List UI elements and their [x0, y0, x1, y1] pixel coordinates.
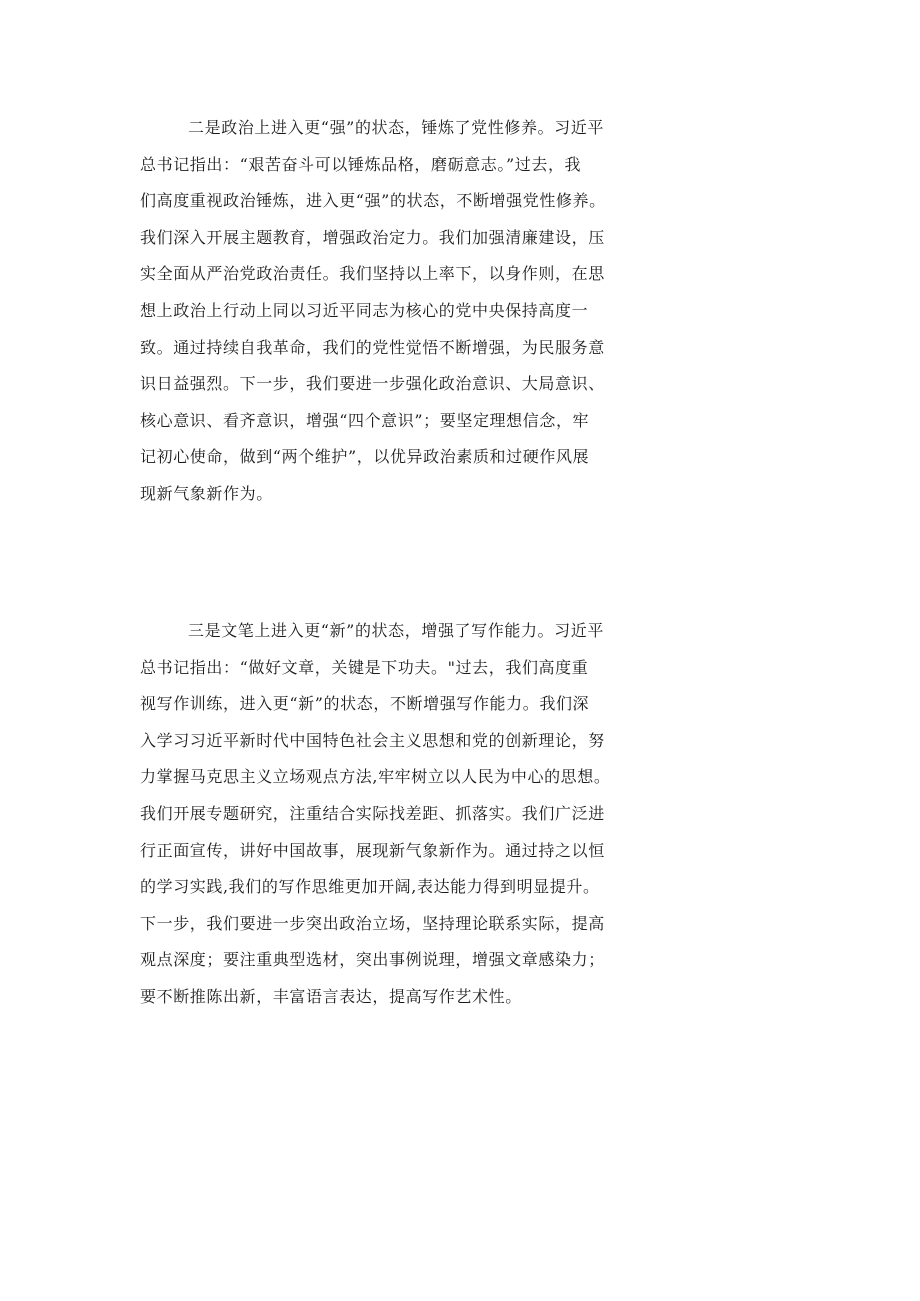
text-line: 视写作训练，进入更“新”的状态，不断增强写作能力。我们深 — [140, 694, 590, 714]
text-line: 的学习实践,我们的写作思维更加开阔,表达能力得到明显提升。 — [140, 877, 600, 897]
text-line: 想上政治上行动上同以习近平同志为核心的党中央保持高度一 — [140, 300, 589, 320]
text-line: 入学习习近平新时代中国特色社会主义思想和党的创新理论，努 — [140, 730, 605, 750]
text-line: 总书记指出：“艰苦奋斗可以锤炼品格，磨砺意志。”过去，我 — [140, 154, 582, 174]
text-line: 要不断推陈出新，丰富语言表达，提高写作艺术性。 — [140, 986, 522, 1006]
text-line: 行正面宣传，讲好中国故事，展现新气象新作为。通过持之以恒 — [140, 840, 605, 860]
text-line: 核心意识、看齐意识，增强“四个意识”；要坚定理想信念，牢 — [140, 410, 590, 430]
text-line: 识日益强烈。下一步，我们要进一步强化政治意识、大局意识、 — [140, 374, 605, 394]
paragraph-political — [0, 110, 920, 513]
text-line: 们高度重视政治锤炼，进入更“强”的状态，不断增强党性修养。 — [140, 191, 606, 211]
text-line: 力掌握马克思主义立场观点方法,牢牢树立以人民为中心的思想。 — [140, 767, 611, 787]
text-line: 总书记指出：“做好文章，关键是下功夫。"过去，我们高度重 — [140, 657, 589, 677]
text-line: 现新气象新作为。 — [140, 483, 273, 503]
text-line: 我们开展专题研究，注重结合实际找差距、抓落实。我们广泛进 — [140, 803, 605, 823]
paragraph-writing — [0, 613, 920, 1016]
text-line: 我们深入开展主题教育，增强政治定力。我们加强清廉建设，压 — [140, 227, 605, 247]
text-line: 致。通过持续自我革命，我们的党性觉悟不断增强，为民服务意 — [140, 337, 605, 357]
text-line: 三是文笔上进入更“新”的状态，增强了写作能力。习近平 — [188, 621, 604, 640]
text-line: 观点深度；要注重典型选材，突出事例说理，增强文章感染力； — [140, 950, 605, 970]
text-line: 记初心使命，做到“两个维护”，以优异政治素质和过硬作风展 — [140, 447, 590, 467]
text-line: 二是政治上进入更“强”的状态，锤炼了党性修养。习近平 — [188, 118, 604, 137]
text-line: 下一步，我们要进一步突出政治立场，坚持理论联系实际，提高 — [140, 913, 605, 933]
text-line: 实全面从严治党政治责任。我们坚持以上率下，以身作则，在思 — [140, 264, 605, 284]
